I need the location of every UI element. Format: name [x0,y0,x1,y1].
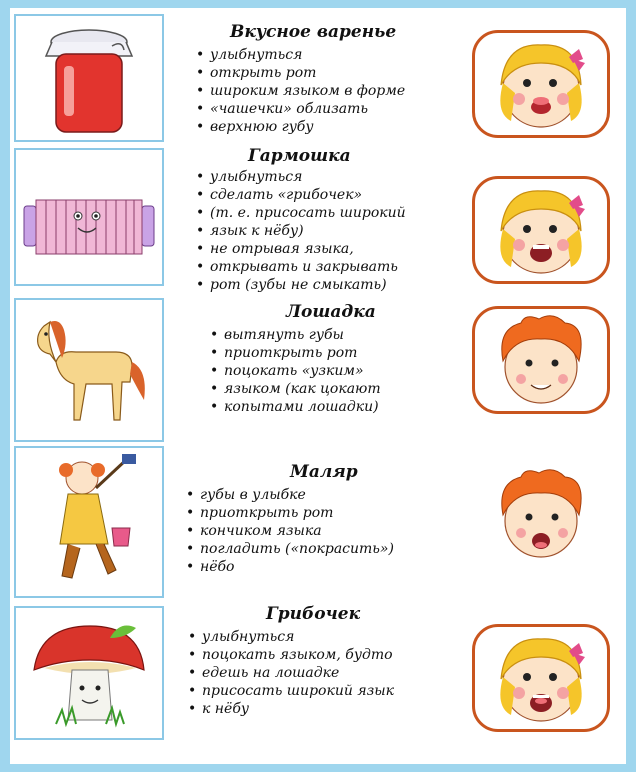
boy-smiling-icon [472,306,610,414]
girl-licking-lip-icon [472,30,610,138]
horse-icon [14,298,164,442]
step-item: • улыбнуться [196,46,405,64]
accordion-icon [14,148,164,286]
exercise-card-horse [10,290,626,444]
girl-open-mouth-icon [472,176,610,284]
exercise-title: Вкусное варенье [230,22,397,42]
step-item: • губы в улыбке [186,486,394,504]
exercise-steps [196,168,406,294]
exercise-title: Маляр [290,462,358,482]
step-item: • широким языком в форме [196,82,405,100]
step-item: • погладить («покрасить») [186,540,394,558]
step-item: • язык к нёбу) [196,222,406,240]
step-item: • «чашечки» облизать [196,100,405,118]
boy-open-mouth-icon [472,460,610,568]
exercise-card-painter [10,444,626,604]
step-item: • (т. е. присосать широкий [196,204,406,222]
exercise-steps [188,628,394,718]
step-item: • приоткрыть рот [186,504,394,522]
step-item: • копытами лошадки) [210,398,381,416]
step-item: • приоткрыть рот [210,344,381,362]
step-item: • открывать и закрывать [196,258,406,276]
step-item: • языком (как цокают [210,380,381,398]
mushroom-icon [14,606,164,740]
step-item: • поцокать языком, будто [188,646,394,664]
exercise-title: Лошадка [286,302,376,322]
exercise-steps [210,326,381,416]
exercise-card-accordion [10,146,626,293]
step-item: • присосать широкий язык [188,682,394,700]
exercise-card-jam [10,8,626,146]
step-item: • рот (зубы не смыкать) [196,276,406,294]
exercise-title: Гармошка [248,146,351,166]
exercise-card-mushroom [10,604,626,764]
exercise-steps [186,486,394,576]
step-item: • не отрывая языка, [196,240,406,258]
step-item: • нёбо [186,558,394,576]
girl-tongue-up-icon [472,624,610,732]
step-item: • верхнюю губу [196,118,405,136]
exercise-title: Грибочек [266,604,361,624]
step-item: • едешь на лошадке [188,664,394,682]
step-item: • вытянуть губы [210,326,381,344]
exercise-steps [196,46,405,136]
step-item: • улыбнуться [188,628,394,646]
step-item: • открыть рот [196,64,405,82]
painter-icon [14,446,164,598]
exercise-sheet [10,8,626,764]
step-item: • к нёбу [188,700,394,718]
step-item: • поцокать «узким» [210,362,381,380]
step-item: • улыбнуться [196,168,406,186]
step-item: • кончиком языка [186,522,394,540]
jam-jar-icon [14,14,164,142]
step-item: • сделать «грибочек» [196,186,406,204]
